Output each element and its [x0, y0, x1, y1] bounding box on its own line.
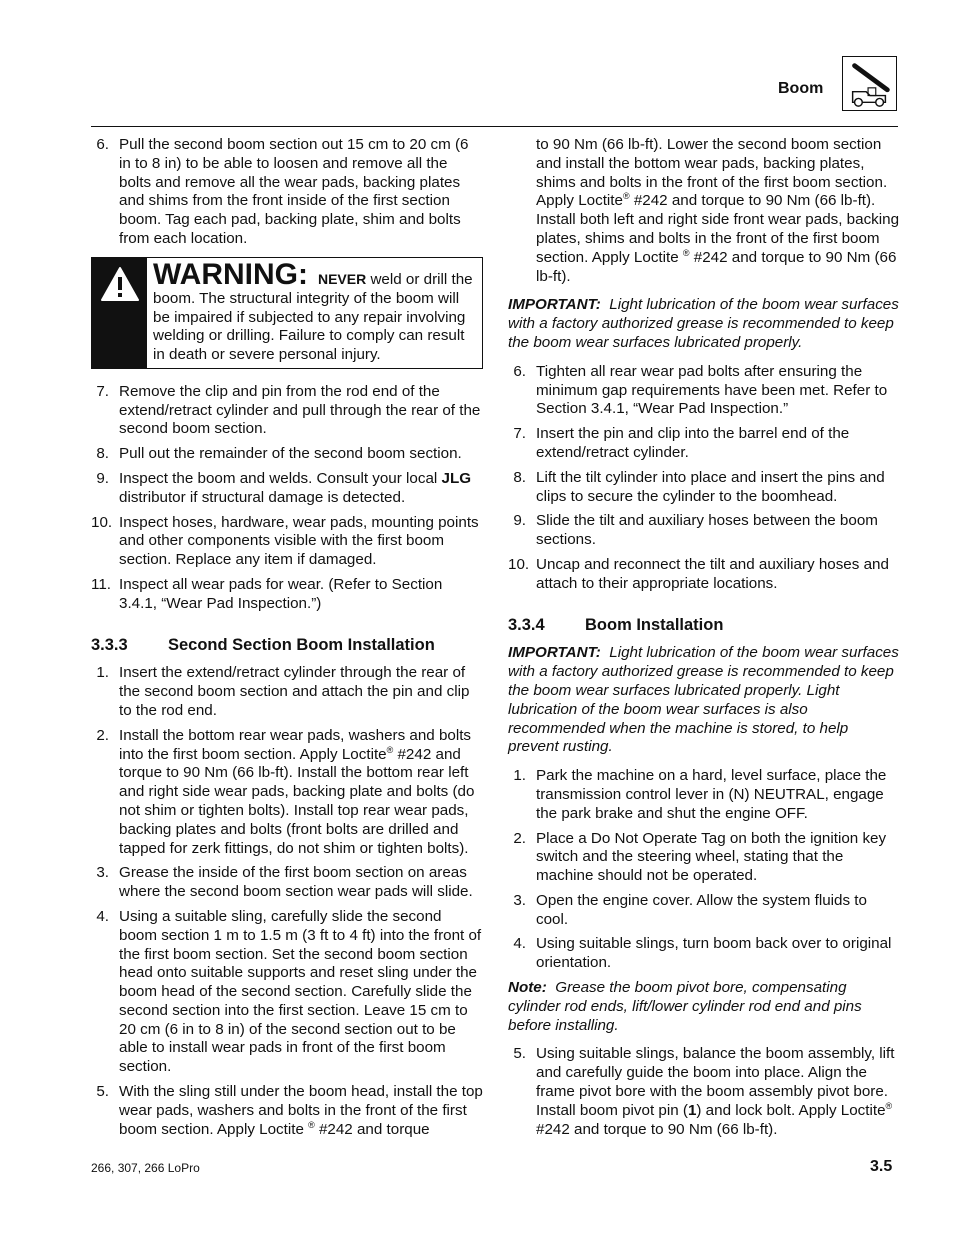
- text-run: With the sling still under the boom head, install the top wear pads, washers and bolts in the front of the first boom section. Apply Loctite: [119, 1083, 483, 1138]
- important-note: [508, 296, 900, 352]
- list-text: Uncap and reconnect the tilt and auxiliary hoses and attach to their appropriate locations.: [536, 555, 889, 592]
- list-text: Pull the second boom section out 15 cm to 20 cm (6 in to 8 in) to be able to loosen and remove all the bolts and remove all the wear pads, backing plates and shims from the front inside of the first section boom. Tag each pad, backing plate, shim and bolts from each location.: [119, 136, 469, 247]
- list-text: [119, 1083, 483, 1139]
- continued-paragraph: [536, 136, 900, 286]
- section-number: 3.3.4: [508, 615, 545, 634]
- list-text: [536, 1045, 900, 1139]
- text-run: #242 and torque to 90 Nm (66 lb-ft). Install the bottom rear left and right side wear pads, backing plate and bolts (do not shim or tighten bolts). Install top rear wear pads, backing plates and bolts (front bolts are drilled and tapped for zerk fittings, do not shim or tighten bolts).: [119, 745, 475, 857]
- list-text: Using suitable slings, turn boom back over to original orientation.: [536, 935, 892, 972]
- list-text: Insert the extend/retract cylinder through the rear of the second boom section and attach the pin and clip to the rod end.: [119, 664, 470, 719]
- section-heading: [91, 636, 483, 655]
- list-number: 9.: [513, 512, 526, 530]
- note: [508, 979, 900, 1035]
- brand-name: JLG: [441, 469, 472, 487]
- page-number: 3.5: [870, 1158, 893, 1175]
- text-run: #242 and torque: [314, 1120, 430, 1138]
- text-run: #242 and torque to 90 Nm (66 lb-ft).: [536, 248, 897, 285]
- list-number: 3.: [96, 864, 109, 882]
- list-number: 9.: [96, 469, 109, 487]
- registered-mark: ®: [622, 191, 630, 202]
- important-label: IMPORTANT:: [508, 296, 601, 314]
- list-text: [119, 727, 483, 859]
- text-run: #242 and torque to 90 Nm (66 lb-ft). Install both left and right side front wear pads, backing plates, shims and bolts in the front of the first boom section. Apply Loctite: [536, 192, 900, 266]
- important-text: Light lubrication of the boom wear surfaces with a factory authorized grease is recommended to keep the boom wear surfaces lubricated properly. Light lubrication of the boom wear surfaces is also recommended when the machine is stored, to help prevent rusting.: [508, 644, 899, 756]
- list-item: [508, 830, 900, 886]
- warning-icon-cell: [92, 258, 147, 368]
- text-run: ) and lock bolt. Apply Loctite: [696, 1101, 886, 1119]
- list-number: 2.: [96, 726, 109, 744]
- text-run: #242 and torque to 90 Nm (66 lb-ft).: [536, 1120, 778, 1138]
- list-item: [91, 664, 483, 720]
- callout-number: 1: [687, 1101, 697, 1119]
- list-text: Using a suitable sling, carefully slide the second boom section 1 m to 1.5 m (3 ft to 4 ft) into the front of the first boom section. Set the second boom section head onto suitable supports and reset sling under the boom head of the second section. Carefully slide the second section into the first section. Leave 15 cm to 20 cm (6 in to 8 in) of the second section out to be able to install wear pads in front of the first boom section.: [119, 907, 482, 1076]
- list-number: 4.: [96, 907, 109, 925]
- list-item: [508, 556, 900, 594]
- list-number: 7.: [96, 382, 109, 400]
- registered-mark: ®: [682, 247, 690, 258]
- list-text: Lift the tilt cylinder into place and insert the pins and clips to secure the cylinder to the boomhead.: [536, 468, 885, 505]
- list-number: 8.: [96, 445, 109, 463]
- text-run: Install the bottom rear wear pads, washers and bolts into the first boom section. Apply Loctite: [119, 726, 472, 763]
- list-item: [508, 469, 900, 507]
- list-item: [91, 514, 483, 570]
- text-run: Inspect the boom and welds. Consult your local: [119, 469, 442, 487]
- boom-machine-logo-icon: [842, 56, 897, 111]
- warning-triangle-icon: [100, 266, 140, 302]
- header-divider: [91, 126, 898, 127]
- list-number: 4.: [513, 935, 526, 953]
- list-number: 11.: [91, 575, 111, 593]
- footer-models: 266, 307, 266 LoPro: [91, 1161, 200, 1175]
- list-item: [508, 512, 900, 550]
- list-text: Park the machine on a hard, level surface, place the transmission control lever in (N) NEUTRAL, engage the park brake and shut the engine OFF.: [536, 767, 887, 822]
- registered-mark: ®: [386, 744, 394, 755]
- right-column: [508, 136, 900, 1145]
- left-column: [91, 136, 483, 1145]
- text-run: to 90 Nm (66 lb-ft). Lower the second boom section and install the bottom wear pads, backing plates, shims and bolts in the front of the first boom section. Apply Loctite: [536, 136, 888, 210]
- registered-mark: ®: [308, 1119, 315, 1130]
- warning-text: weld or drill the boom. The structural integrity of the boom will be impaired if subjected to any repair involving welding or drilling. Failure to comply can result in death or severe personal injury.: [153, 270, 473, 364]
- section-number: 3.3.3: [91, 635, 128, 654]
- important-label: IMPORTANT:: [508, 644, 601, 662]
- header-section-title: Boom: [778, 80, 824, 97]
- list-item: [91, 727, 483, 859]
- list-text: [119, 470, 483, 508]
- warning-body: [147, 258, 482, 368]
- list-number: 10.: [508, 555, 530, 573]
- list-item: [91, 908, 483, 1077]
- list-number: 2.: [513, 829, 526, 847]
- list-item: [91, 136, 483, 249]
- section-title: Boom Installation: [585, 615, 724, 634]
- list-text: Grease the inside of the first boom section on areas where the second boom section wear pads will slide.: [119, 864, 473, 901]
- warning-box: [91, 257, 483, 369]
- list-text: Place a Do Not Operate Tag on both the ignition key switch and the steering wheel, stating that the machine should not be operated.: [536, 829, 887, 885]
- registered-mark: ®: [885, 1100, 893, 1111]
- section-heading: [508, 616, 900, 635]
- list-item: [91, 470, 483, 508]
- list-item: [508, 1045, 900, 1139]
- list-text: Insert the pin and clip into the barrel end of the extend/retract cylinder.: [536, 425, 850, 461]
- list-number: 6.: [96, 136, 109, 153]
- text-run: Using suitable slings, balance the boom assembly, lift and carefully guide the boom into place. Align the frame pivot bore with the boom assembly pivot bore. Install boom pivot pin (: [536, 1045, 895, 1119]
- list-item: [508, 767, 900, 823]
- important-note: [508, 644, 900, 757]
- list-number: 5.: [513, 1045, 526, 1063]
- warning-never: NEVER: [317, 270, 367, 287]
- list-item: [91, 864, 483, 902]
- list-text: Remove the clip and pin from the rod end of the extend/retract cylinder and pull through the rear of the second boom section.: [119, 382, 481, 438]
- list-number: 5.: [96, 1083, 109, 1101]
- list-number: 8.: [513, 468, 526, 486]
- list-item: [508, 425, 900, 463]
- list-item: [91, 576, 483, 614]
- list-number: 3.: [513, 891, 526, 909]
- list-text: Inspect all wear pads for wear. (Refer to Section 3.4.1, “Wear Pad Inspection.”): [119, 575, 443, 612]
- list-text: Slide the tilt and auxiliary hoses between the boom sections.: [536, 512, 878, 549]
- warning-heading: WARNING:: [153, 257, 308, 291]
- list-item: [508, 363, 900, 419]
- text-run: distributor if structural damage is detected.: [119, 488, 406, 506]
- list-number: 6.: [513, 362, 526, 380]
- important-text: Light lubrication of the boom wear surfaces with a factory authorized grease is recommended to keep the boom wear surfaces lubricated properly.: [508, 296, 899, 351]
- note-label: Note:: [508, 979, 547, 997]
- list-item: [508, 892, 900, 930]
- section-title: Second Section Boom Installation: [168, 635, 435, 654]
- list-number: 10.: [91, 513, 113, 531]
- list-text: Pull out the remainder of the second boom section.: [119, 445, 462, 463]
- list-item: [91, 383, 483, 439]
- list-number: 1.: [96, 664, 109, 682]
- list-item: [91, 445, 483, 464]
- note-text: Grease the boom pivot bore, compensating cylinder rod ends, lift/lower cylinder rod end and pins before installing.: [508, 979, 862, 1034]
- list-text: Open the engine cover. Allow the system fluids to cool.: [536, 891, 867, 928]
- list-item: [91, 1083, 483, 1139]
- list-number: 7.: [513, 425, 526, 443]
- list-number: 1.: [513, 767, 526, 785]
- list-item: [508, 935, 900, 973]
- list-text: Inspect hoses, hardware, wear pads, mounting points and other components visible with the first boom section. Replace any item if damaged.: [119, 513, 479, 569]
- list-text: Tighten all rear wear pad bolts after ensuring the minimum gap requirements have been met. Refer to Section 3.4.1, “Wear Pad Inspection.”: [536, 362, 888, 418]
